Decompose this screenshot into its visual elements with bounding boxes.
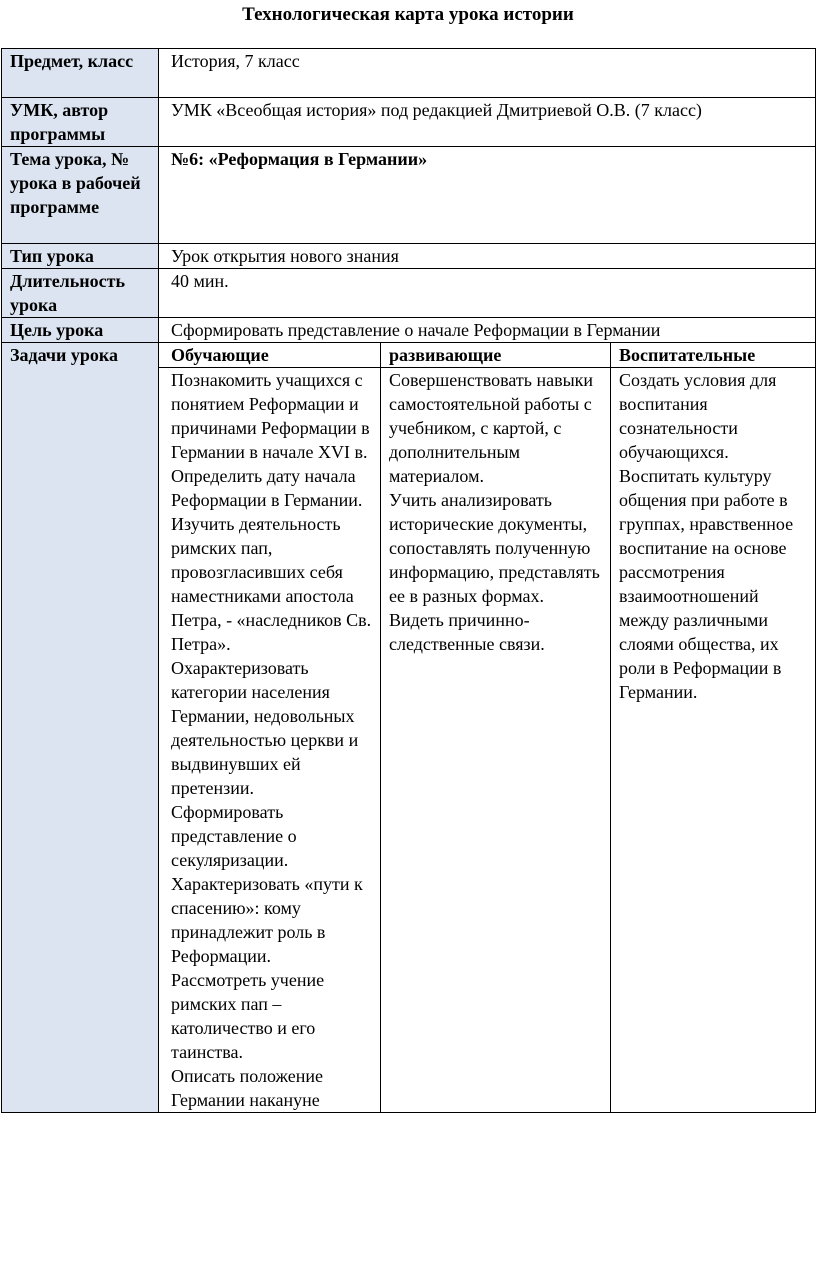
row-type [2, 244, 816, 269]
tasks-label: Задачи урока [2, 343, 159, 1113]
type-value: Урок открытия нового знания [159, 244, 816, 269]
upbringing-item: Создать условия для воспитания сознательности обучающихся. [619, 370, 777, 462]
teaching-item: Характеризовать «пути к спасению»: кому принадлежит роль в Реформации. [171, 874, 363, 966]
tasks-header-upbringing: Воспитательные [611, 343, 816, 368]
row-umk [2, 98, 816, 147]
row-goal [2, 318, 816, 343]
teaching-item: Сформировать представление о секуляризации. [171, 802, 297, 870]
type-label: Тип урока [2, 244, 159, 269]
tasks-teaching-cell [159, 368, 381, 1113]
teaching-item: Познакомить учащихся с понятием Реформации и причинами Реформации в Германии в начале XVI в. [171, 370, 370, 462]
upbringing-item: Воспитать культуру общения при работе в группах, нравственное воспитание на основе рассмотрения взаимоотношений между различными слоями общества, их роли в Реформации в Германии. [619, 466, 794, 702]
topic-label: Тема урока, № урока в рабочей программе [2, 147, 159, 244]
row-subject [2, 49, 816, 98]
goal-label: Цель урока [2, 318, 159, 343]
developing-item: Совершенствовать навыки самостоятельной работы с учебником, с картой, с дополнительным материалом. [389, 370, 594, 486]
developing-item: Видеть причинно-следственные связи. [389, 610, 545, 654]
tasks-header-teaching: Обучающие [159, 343, 381, 368]
umk-value: УМК «Всеобщая история» под редакцией Дмитриевой О.В. (7 класс) [159, 98, 816, 147]
subject-value: История, 7 класс [159, 49, 816, 98]
subject-label: Предмет, класс [2, 49, 159, 98]
teaching-item: Изучить деятельность римских пап, провозгласивших себя наместниками апостола Петра, - «наследников Св. Петра». [171, 514, 372, 654]
teaching-item: Определить дату начала Реформации в Германии. [171, 466, 363, 510]
goal-value: Сформировать представление о начале Реформации в Германии [159, 318, 816, 343]
duration-value: 40 мин. [159, 269, 816, 318]
developing-item: Учить анализировать исторические документы, сопоставлять полученную информацию, представлять ее в разных формах. [389, 490, 600, 606]
teaching-item: Охарактеризовать категории населения Германии, недовольных деятельностью церкви и выдвинувших ей претензии. [171, 658, 359, 798]
teaching-item: Описать положение Германии накануне [171, 1066, 323, 1110]
row-topic [2, 147, 816, 244]
tasks-developing-cell [381, 368, 611, 1113]
topic-value: №6: «Реформация в Германии» [159, 147, 816, 244]
umk-label: УМК, автор программы [2, 98, 159, 147]
row-tasks-header [2, 343, 816, 368]
row-duration [2, 269, 816, 318]
tasks-header-developing: развивающие [381, 343, 611, 368]
teaching-item: Рассмотреть учение римских пап – католичество и его таинства. [171, 970, 325, 1062]
tasks-upbringing-cell [611, 368, 816, 1113]
lesson-map-table [1, 48, 816, 1113]
duration-label: Длительность урока [2, 269, 159, 318]
document-title: Технологическая карта урока истории [242, 4, 574, 25]
